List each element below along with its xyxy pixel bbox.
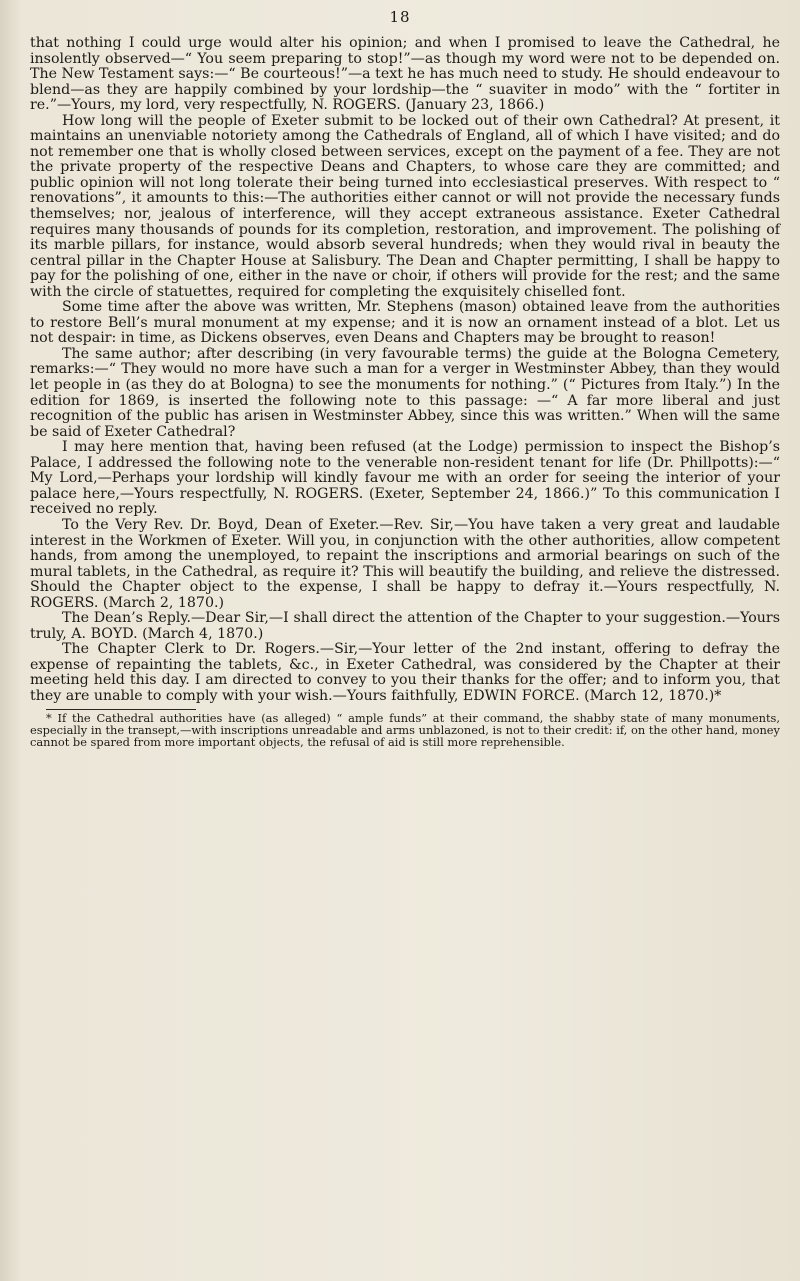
page-number: 18	[389, 8, 411, 26]
paragraph-6: To the Very Rev. Dr. Boyd, Dean of Exeter.—Rev. Sir,—You have taken a very great and laudable interest in the Workmen of Exeter. Will you, in conjunction with the other authorities, allow competent hands, from among the unemployed, to repaint the inscriptions and armorial bearings on such of the mural tablets, in the Cathedral, as require it? This will beautify the building, and relieve the distressed. Should the Chapter object to the expense, I shall be happy to defray it.—Yours respectfully, N. ROGERS. (March 2, 1870.)	[30, 516, 780, 611]
body-text	[30, 36, 780, 749]
footnote-divider	[46, 709, 196, 710]
paragraph-2: How long will the people of Exeter submit to be locked out of their own Cathedral? At present, it maintains an unenviable notoriety among the Cathedrals of England, all of which I have visited; and do not remember one that is wholly closed between services, except on the payment of a fee. They are not the private property of the respective Deans and Chapters, to whose care they are committed; and public opinion will not long tolerate their being turned into ecclesiastical preserves. With respect to “ renovations”, it amounts to this:—The authorities either cannot or will not provide the necessary funds themselves; nor, jealous of interference, will they accept extraneous assistance. Exeter Cathedral requires many thousands of pounds for its completion, restoration, and improvement. The polishing of its marble pillars, for instance, would absorb several hundreds; when they would rival in beauty the central pillar in the Chapter House at Salisbury. The Dean and Chapter permitting, I shall be happy to pay for the polishing of one, either in the nave or choir, if others will provide for the rest; and the same with the circle of statuettes, required for completing the exquisitely chiselled font.	[30, 112, 780, 300]
paragraph-8: The Chapter Clerk to Dr. Rogers.—Sir,—Your letter of the 2nd instant, offering to defray the expense of repainting the tablets, &c., in Exeter Cathedral, was considered by the Chapter at their meeting held this day. I am directed to convey to you their thanks for the offer; and to inform you, that they are unable to comply with your wish.—Yours faithfully, EDWIN FORCE. (March 12, 1870.)*	[30, 641, 780, 704]
footnote: * If the Cathedral authorities have (as alleged) “ ample funds” at their command, the shabby state of many monuments, especially in the transept,—with inscriptions unreadable and arms unblazoned, is not to their credit: if, on the other hand, money cannot be spared from more important objects, the refusal of aid is still more reprehensible.	[30, 710, 780, 750]
paragraph-1: that nothing I could urge would alter his opinion; and when I promised to leave the Cathedral, he insolently observed—“ You seem preparing to stop!”—as though my word were not to be depended on. The New Testament says:—“ Be courteous!”—a text he has much need to study. He should endeavour to blend—as they are happily combined by your lordship—the “ suaviter in modo” with the “ fortiter in re.”—Yours, my lord, very respectfully, N. ROGERS. (January 23, 1866.)	[30, 35, 780, 114]
paragraph-7: The Dean’s Reply.—Dear Sir,—I shall direct the attention of the Chapter to your suggestion.—Yours truly, A. BOYD. (March 4, 1870.)	[30, 610, 780, 642]
paragraph-4: The same author; after describing (in very favourable terms) the guide at the Bologna Cemetery, remarks:—“ They would no more have such a man for a verger in Westminster Abbey, than they would let people in (as they do at Bologna) to see the monuments for nothing.” (“ Pictures from Italy.”) In the edition for 1869, is inserted the following note to this passage: —“ A far more liberal and just recognition of the public has arisen in Westminster Abbey, since this was written.” When will the same be said of Exeter Cathedral?	[30, 345, 780, 440]
paragraph-3: Some time after the above was written, Mr. Stephens (mason) obtained leave from the authorities to restore Bell’s mural monument at my expense; and it is now an ornament instead of a blot. Let us not despair: in time, as Dickens observes, even Deans and Chapters may be brought to reason!	[30, 299, 780, 347]
paragraph-5: I may here mention that, having been refused (at the Lodge) permission to inspect the Bishop’s Palace, I addressed the following note to the venerable non-resident tenant for life (Dr. Phillpotts):—“ My Lord,—Perhaps your lordship will kindly favour me with an order for seeing the interior of your palace here,—Yours respectfully, N. ROGERS. (Exeter, September 24, 1866.)” To this communication I received no reply.	[30, 439, 780, 518]
